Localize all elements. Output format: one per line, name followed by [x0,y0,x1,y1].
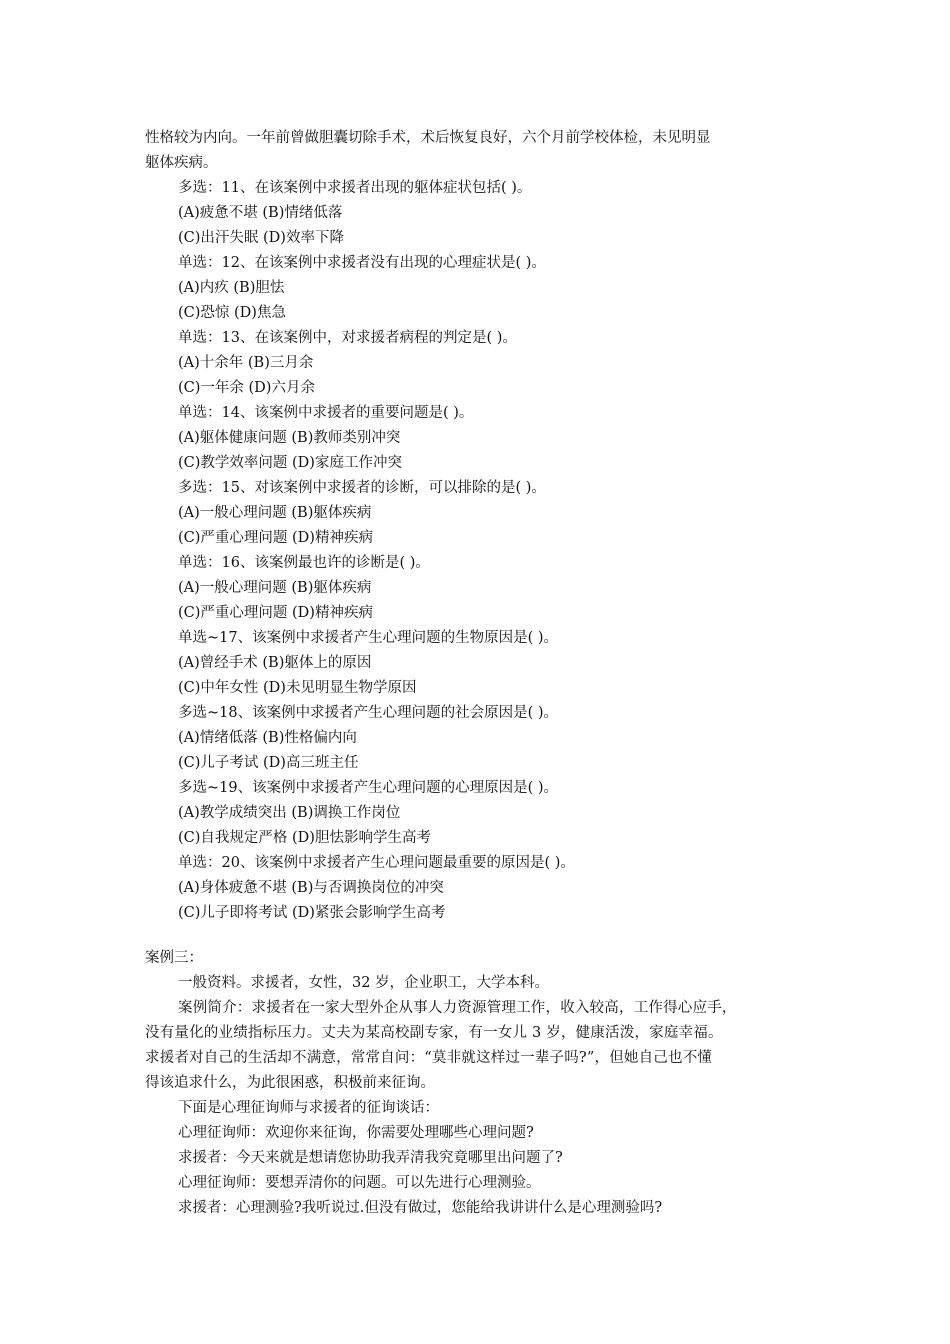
options-12-cd: (C)恐惊 (D)焦急 [178,305,286,321]
options-14-ab: (A)躯体健康问题 (B)教师类别冲突 [178,430,401,446]
case-summary-line: 求援者对自己的生活却不满意，常常自问：“莫非就这样过一辈子吗?”，但她自己也不懂 [145,1050,713,1066]
options-16-ab: (A)一般心理问题 (B)躯体疾病 [178,580,372,596]
question-17: 单选~17、该案例中求援者产生心理问题的生物原因是( )。 [178,630,559,646]
case-summary-line: 得该追求什么，为此很困惑，积极前来征询。 [145,1075,435,1091]
case-summary-line: 案例简介：求援者在一家大型外企从事人力资源管理工作，收入较高，工作得心应手， [178,1000,737,1016]
options-20-cd: (C)儿子即将考试 (D)紧张会影响学生高考 [178,905,446,921]
dialogue-line: 心理征询师：要想弄清你的问题。可以先进行心理测验。 [178,1175,541,1191]
dialogue-line: 心理征询师：欢迎你来征询，你需要处理哪些心理问题? [178,1125,534,1141]
question-16: 单选：16、该案例最也许的诊断是( )。 [178,555,430,571]
case-summary-line: 没有量化的业绩指标压力。丈夫为某高校副专家，有一女儿 3 岁，健康活泼，家庭幸福。 [145,1025,723,1041]
body-text-line: 性格较为内向。一年前曾做胆囊切除手术，术后恢复良好，六个月前学校体检，未见明显 [145,130,711,146]
options-18-ab: (A)情绪低落 (B)性格偏内向 [178,730,357,746]
dialogue-intro: 下面是心理征询师与求援者的征询谈话： [178,1100,439,1116]
options-11-cd: (C)出汗失眠 (D)效率下降 [178,230,344,246]
dialogue-line: 求援者：今天来就是想请您协助我弄清我究竟哪里出问题了? [178,1150,563,1166]
question-19: 多选~19、该案例中求援者产生心理问题的心理原因是( )。 [178,780,559,796]
options-15-ab: (A)一般心理问题 (B)躯体疾病 [178,505,372,521]
dialogue-line: 求援者：心理测验?我听说过.但没有做过，您能给我讲讲什么是心理测验吗? [178,1200,663,1216]
options-11-ab: (A)疲惫不堪 (B)情绪低落 [178,205,343,221]
options-13-cd: (C)一年余 (D)六月余 [178,380,315,396]
options-19-cd: (C)自我规定严格 (D)胆怯影响学生高考 [178,830,431,846]
options-13-ab: (A)十余年 (B)三月余 [178,355,314,371]
question-13: 单选：13、在该案例中，对求援者病程的判定是( )。 [178,330,517,346]
options-14-cd: (C)教学效率问题 (D)家庭工作冲突 [178,455,402,471]
options-15-cd: (C)严重心理问题 (D)精神疾病 [178,530,373,546]
question-15: 多选：15、对该案例中求援者的诊断，可以排除的是( )。 [178,480,546,496]
section-heading-case-3: 案例三： [145,950,203,966]
body-text-line: 躯体疾病。 [145,155,218,171]
question-20: 单选：20、该案例中求援者产生心理问题最重要的原因是( )。 [178,855,575,871]
options-17-ab: (A)曾经手术 (B)躯体上的原因 [178,655,372,671]
options-18-cd: (C)儿子考试 (D)高三班主任 [178,755,359,771]
options-12-ab: (A)内疚 (B)胆怯 [178,280,285,296]
options-19-ab: (A)教学成绩突出 (B)调换工作岗位 [178,805,401,821]
options-16-cd: (C)严重心理问题 (D)精神疾病 [178,605,373,621]
question-18: 多选~18、该案例中求援者产生心理问题的社会原因是( )。 [178,705,559,721]
options-17-cd: (C)中年女性 (D)未见明显生物学原因 [178,680,417,696]
question-11: 多选：11、在该案例中求援者出现的躯体症状包括( )。 [178,180,532,196]
question-14: 单选：14、该案例中求援者的重要问题是( )。 [178,405,474,421]
question-12: 单选：12、在该案例中求援者没有出现的心理症状是( )。 [178,255,546,271]
case-general-info: 一般资料。求援者，女性，32 岁，企业职工，大学本科。 [178,975,550,991]
options-20-ab: (A)身体疲惫不堪 (B)与否调换岗位的冲突 [178,880,444,896]
